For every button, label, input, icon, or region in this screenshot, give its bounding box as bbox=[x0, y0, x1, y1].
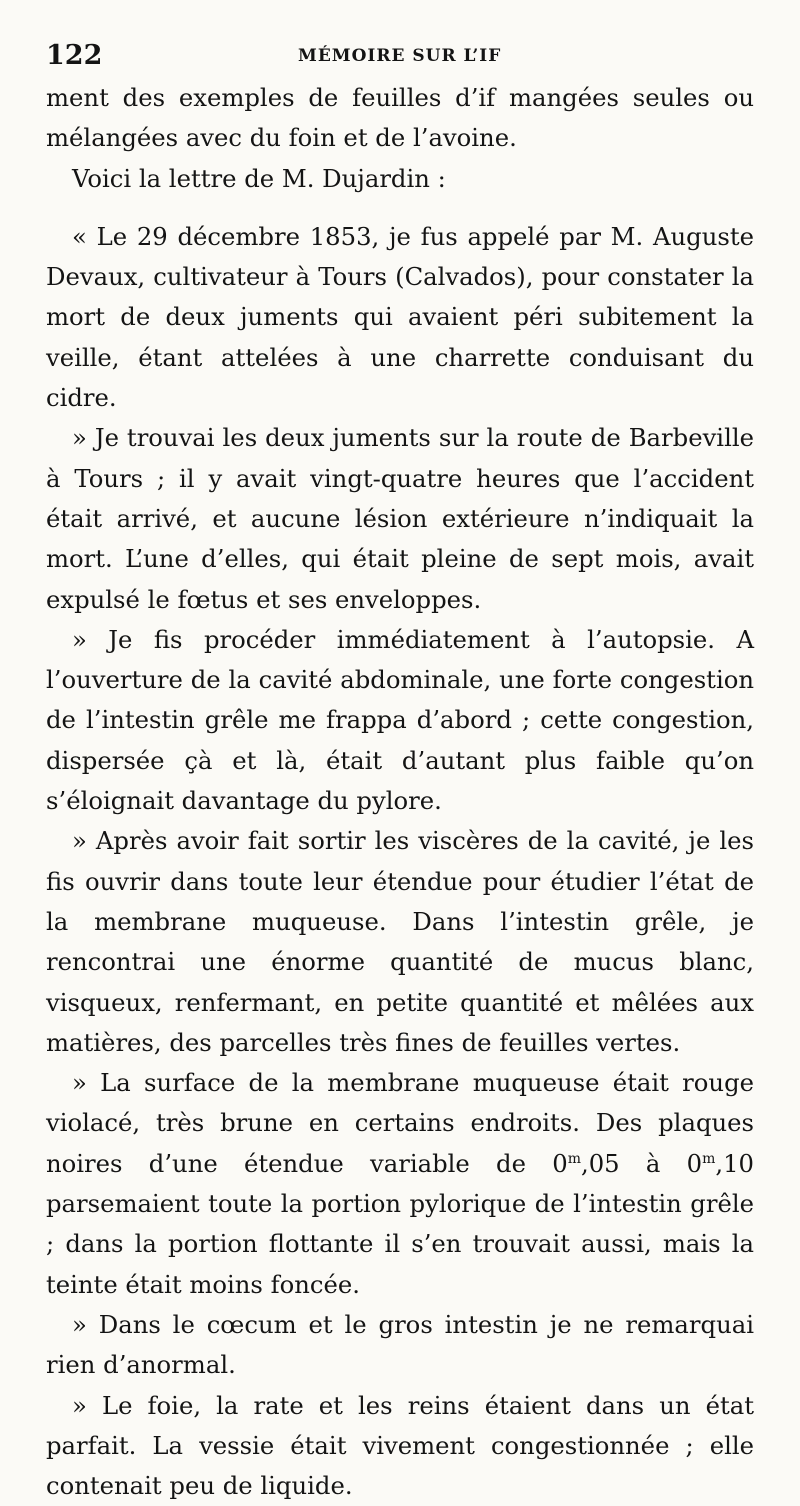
paragraph-letter-opening: « Le 29 décembre 1853, je fus appelé par M. Auguste Devaux, cultivateur à Tours (Calvados), pour constater la mort de deux juments qui avaient péri subitement la veille, étant attelées à une charrette conduisant du cidre. bbox=[46, 217, 754, 418]
running-head bbox=[46, 36, 754, 78]
muqueuse-text-b: ,05 à 0 bbox=[581, 1149, 702, 1178]
paragraph-visceres: » Après avoir fait sortir les viscères de la cavité, je les fis ouvrir dans toute leur étendue pour étudier l’état de la membrane muqueuse. Dans l’intestin grêle, je rencontrai une énorme quantité de mucus blanc, visqueux, renfermant, en petite quantité et mêlées aux matières, des parcelles très fines de feuilles vertes. bbox=[46, 821, 754, 1063]
paragraph-autopsie: » Je fis procéder immédiatement à l’autopsie. A l’ouverture de la cavité abdominale, une forte congestion de l’intestin grêle me frappa d’abord ; cette congestion, dispersée çà et là, était d’autant plus faible qu’on s’éloignait davantage du pylore. bbox=[46, 620, 754, 821]
paragraph-coecum: » Dans le cœcum et le gros intestin je ne remarquai rien d’anormal. bbox=[46, 1305, 754, 1386]
unit-meter-sup: m bbox=[702, 1151, 715, 1167]
paragraph-juments: » Je trouvai les deux juments sur la route de Barbeville à Tours ; il y avait vingt-quatre heures que l’accident était arrivé, et aucune lésion extérieure n’indiquait la mort. L’une d’elles, qui était pleine de sept mois, avait expulsé le fœtus et ses enveloppes. bbox=[46, 418, 754, 619]
paragraph-letter-intro: Voici la lettre de M. Dujardin : bbox=[46, 159, 754, 199]
body-text bbox=[46, 78, 754, 1506]
unit-meter-sup: m bbox=[568, 1151, 581, 1167]
paragraph-muqueuse bbox=[46, 1063, 754, 1305]
paragraph-foie: » Le foie, la rate et les reins étaient dans un état parfait. La vessie était vivement congestionnée ; elle contenait peu de liquide. bbox=[46, 1386, 754, 1506]
book-page bbox=[46, 36, 754, 1506]
muqueuse-text-a: » La surface de la membrane muqueuse était rouge violacé, très brune en certains endroits. Des plaques noires d’une étendue variable de 0 bbox=[46, 1068, 754, 1178]
running-title: MÉMOIRE SUR L’IF bbox=[298, 46, 501, 66]
page-number: 122 bbox=[46, 40, 102, 71]
muqueuse-text-c: ,10 parsemaient toute la portion pylorique de l’intestin grêle ; dans la portion flottante il s’en trouvait aussi, mais la teinte était moins foncée. bbox=[46, 1149, 754, 1299]
paragraph-continuation: ment des exemples de feuilles d’if mangées seules ou mélangées avec du foin et de l’avoine. bbox=[46, 78, 754, 159]
